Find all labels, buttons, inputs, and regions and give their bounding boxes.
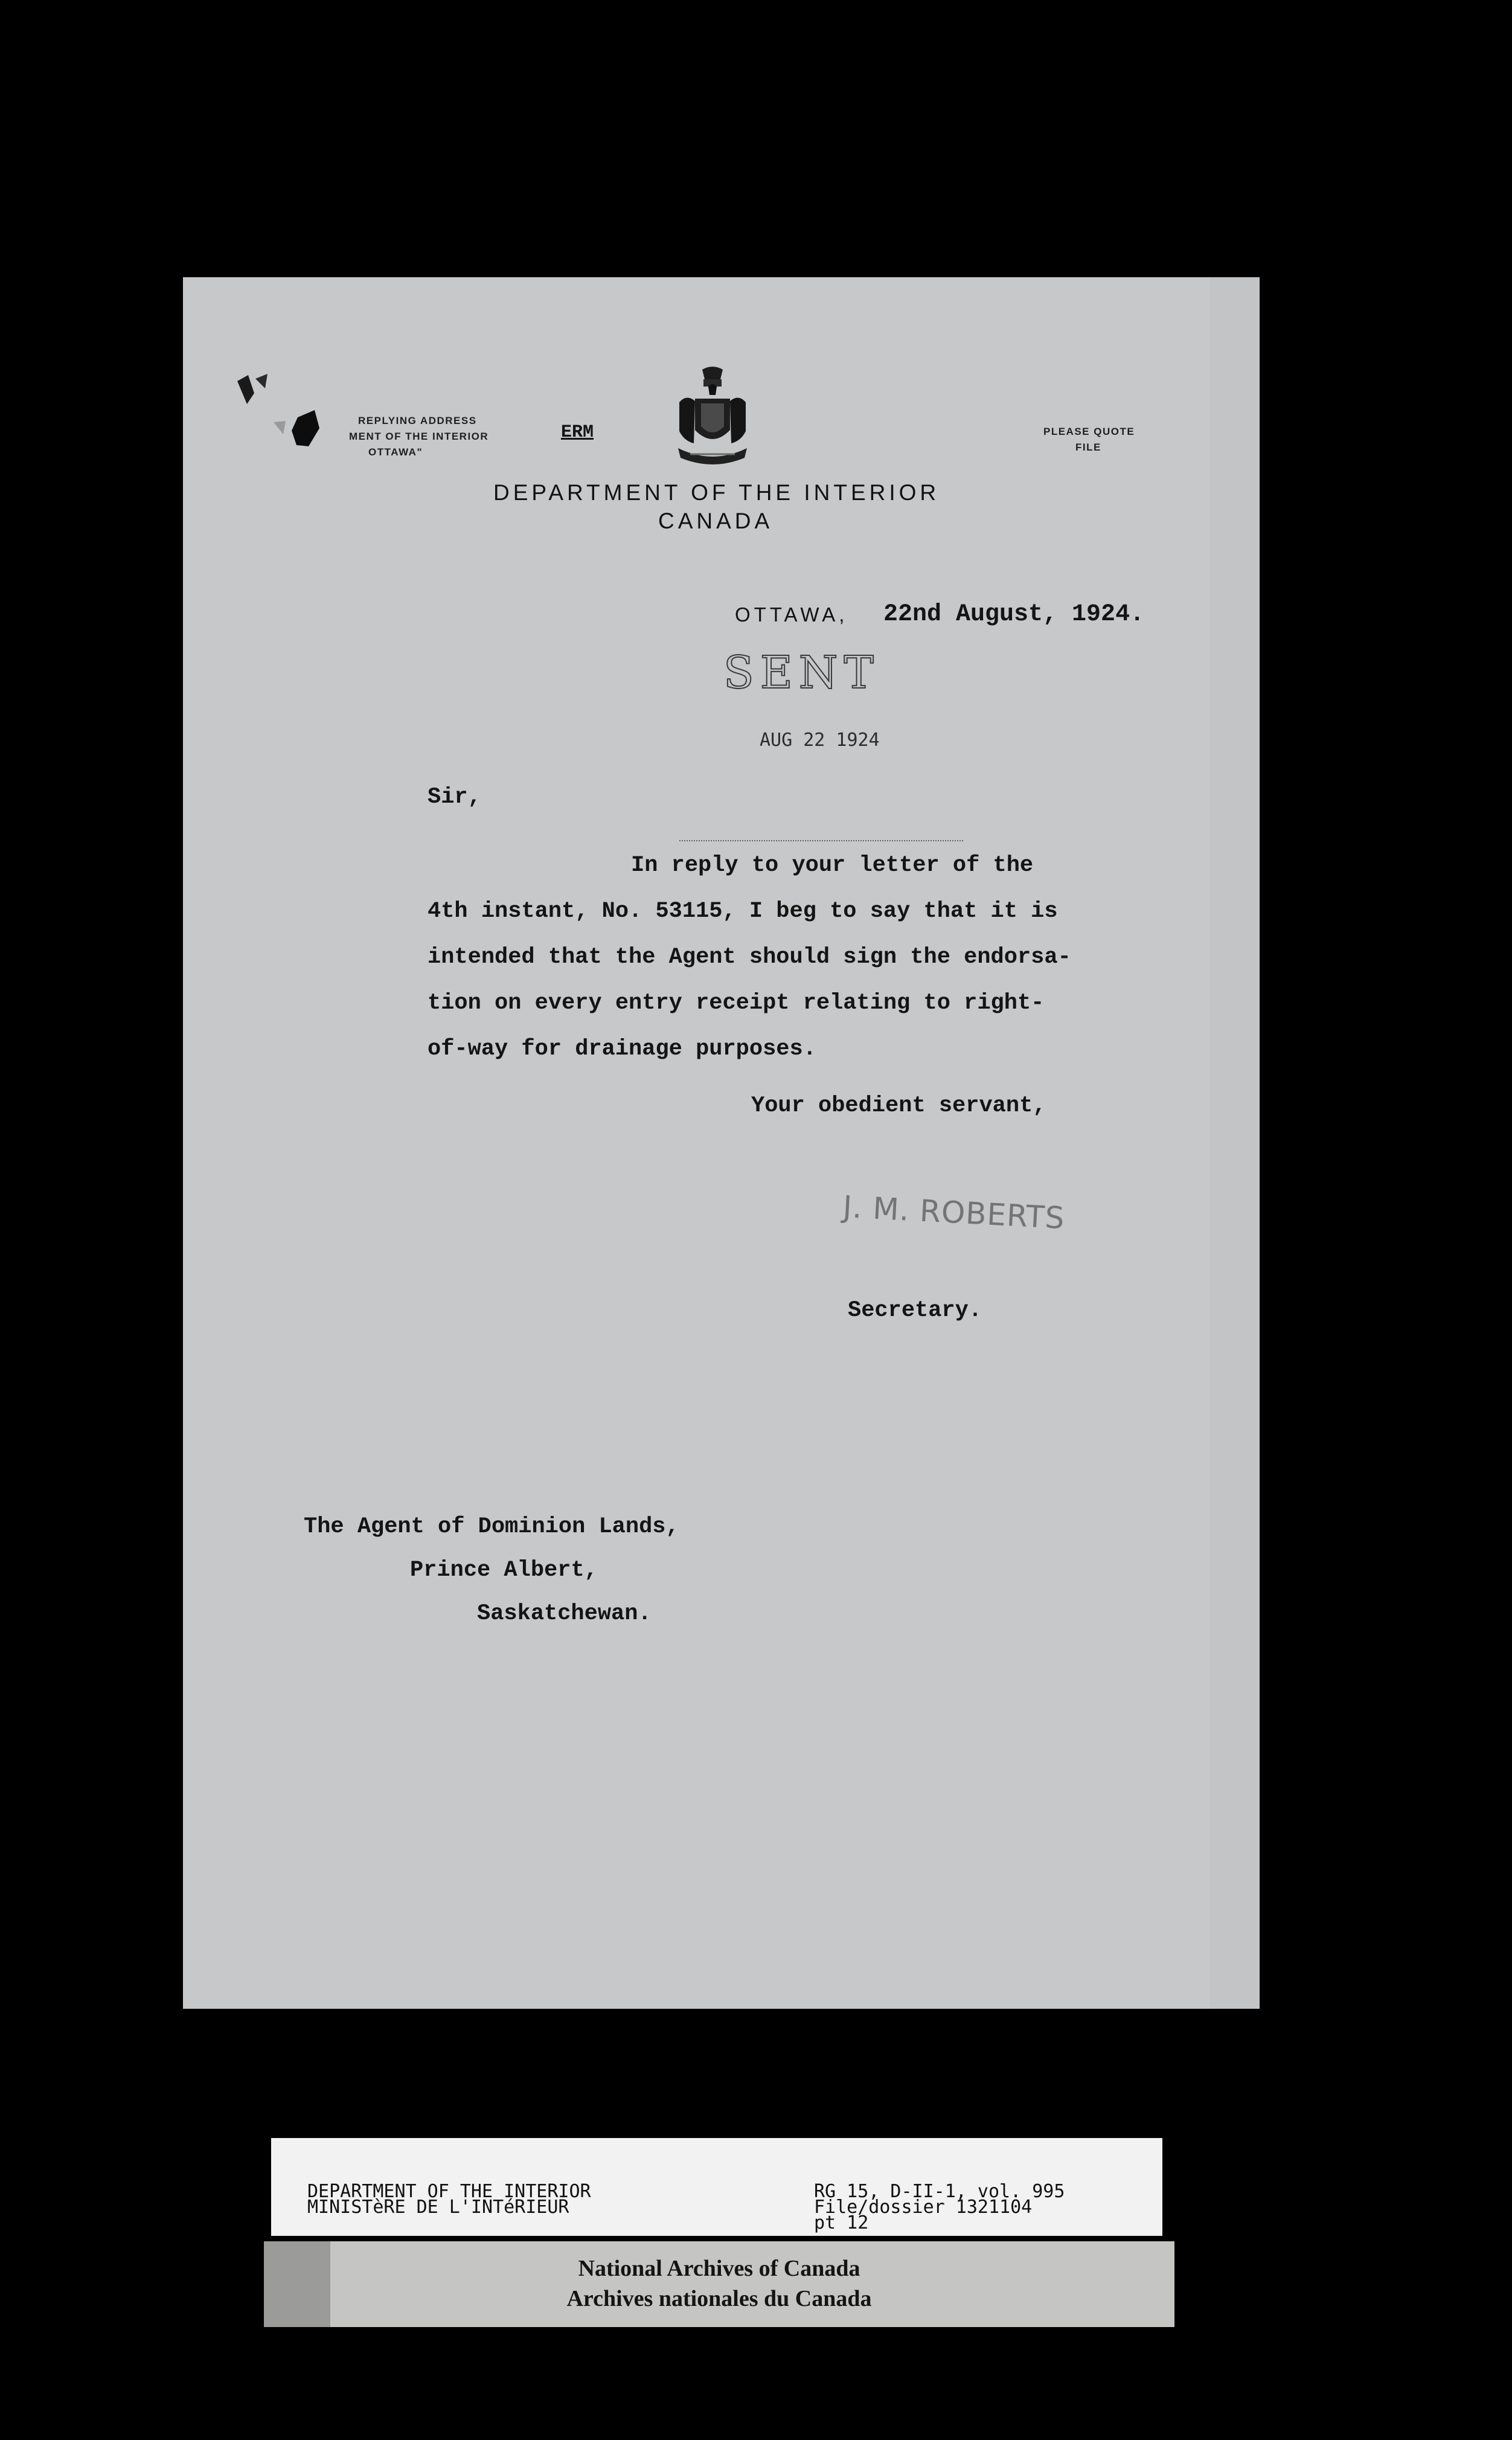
stamp-underline: [679, 840, 963, 841]
replying-address-line: OTTAWA": [368, 446, 423, 458]
signature-stamp: J. M. ROBERTS: [842, 1189, 1066, 1236]
archive-dept-en: DEPARTMENT OF THE INTERIOR: [307, 2181, 591, 2202]
address-line: The Agent of Dominion Lands,: [304, 1514, 679, 1539]
sent-date-stamp: AUG 22 1924: [760, 730, 880, 751]
body-line: intended that the Agent should sign the endorsa-: [428, 945, 1071, 970]
salutation: Sir,: [428, 785, 481, 810]
replying-address-line: MENT OF THE INTERIOR: [349, 431, 489, 442]
torn-corner-mark: [231, 368, 322, 458]
please-quote-file-label: FILE: [1075, 441, 1101, 453]
page-fold-shadow: [1209, 277, 1260, 2009]
archive-file-number: File/dossier 1321104: [814, 2197, 1033, 2218]
body-line: of-way for drainage purposes.: [428, 1036, 816, 1062]
archive-footer-label: [264, 2241, 1174, 2327]
body-line: tion on every entry receipt relating to right-: [428, 990, 1045, 1016]
archive-rg-reference: RG 15, D-II-1, vol. 995: [814, 2181, 1065, 2202]
replying-address-line: REPLYING ADDRESS: [358, 415, 477, 426]
archive-name-fr: Archives nationales du Canada: [566, 2286, 872, 2311]
typist-initials: ERM: [561, 422, 594, 443]
canada-coat-of-arms-icon: [672, 364, 754, 472]
please-quote-label: PLEASE QUOTE: [1043, 426, 1135, 437]
dateline-place: OTTAWA,: [735, 603, 848, 626]
archive-part-number: pt 12: [814, 2212, 869, 2233]
sent-stamp: SENT: [723, 647, 880, 699]
address-line: Saskatchewan.: [477, 1601, 652, 1626]
body-line: In reply to your letter of the: [631, 853, 1034, 878]
country-heading: CANADA: [658, 509, 774, 533]
archive-dept-fr: MINISTèRE DE L'INTéRIEUR: [307, 2197, 569, 2218]
archive-name-en: National Archives of Canada: [578, 2256, 860, 2281]
department-heading: DEPARTMENT OF THE INTERIOR: [493, 480, 940, 505]
address-line: Prince Albert,: [410, 1558, 598, 1583]
signature-title: Secretary.: [848, 1298, 982, 1323]
letter-page: [183, 277, 1260, 2009]
dateline-date: 22nd August, 1924.: [883, 601, 1145, 628]
closing: Your obedient servant,: [751, 1093, 1046, 1119]
body-line: 4th instant, No. 53115, I beg to say that it is: [428, 899, 1058, 924]
archive-reference-label: [271, 2138, 1162, 2236]
